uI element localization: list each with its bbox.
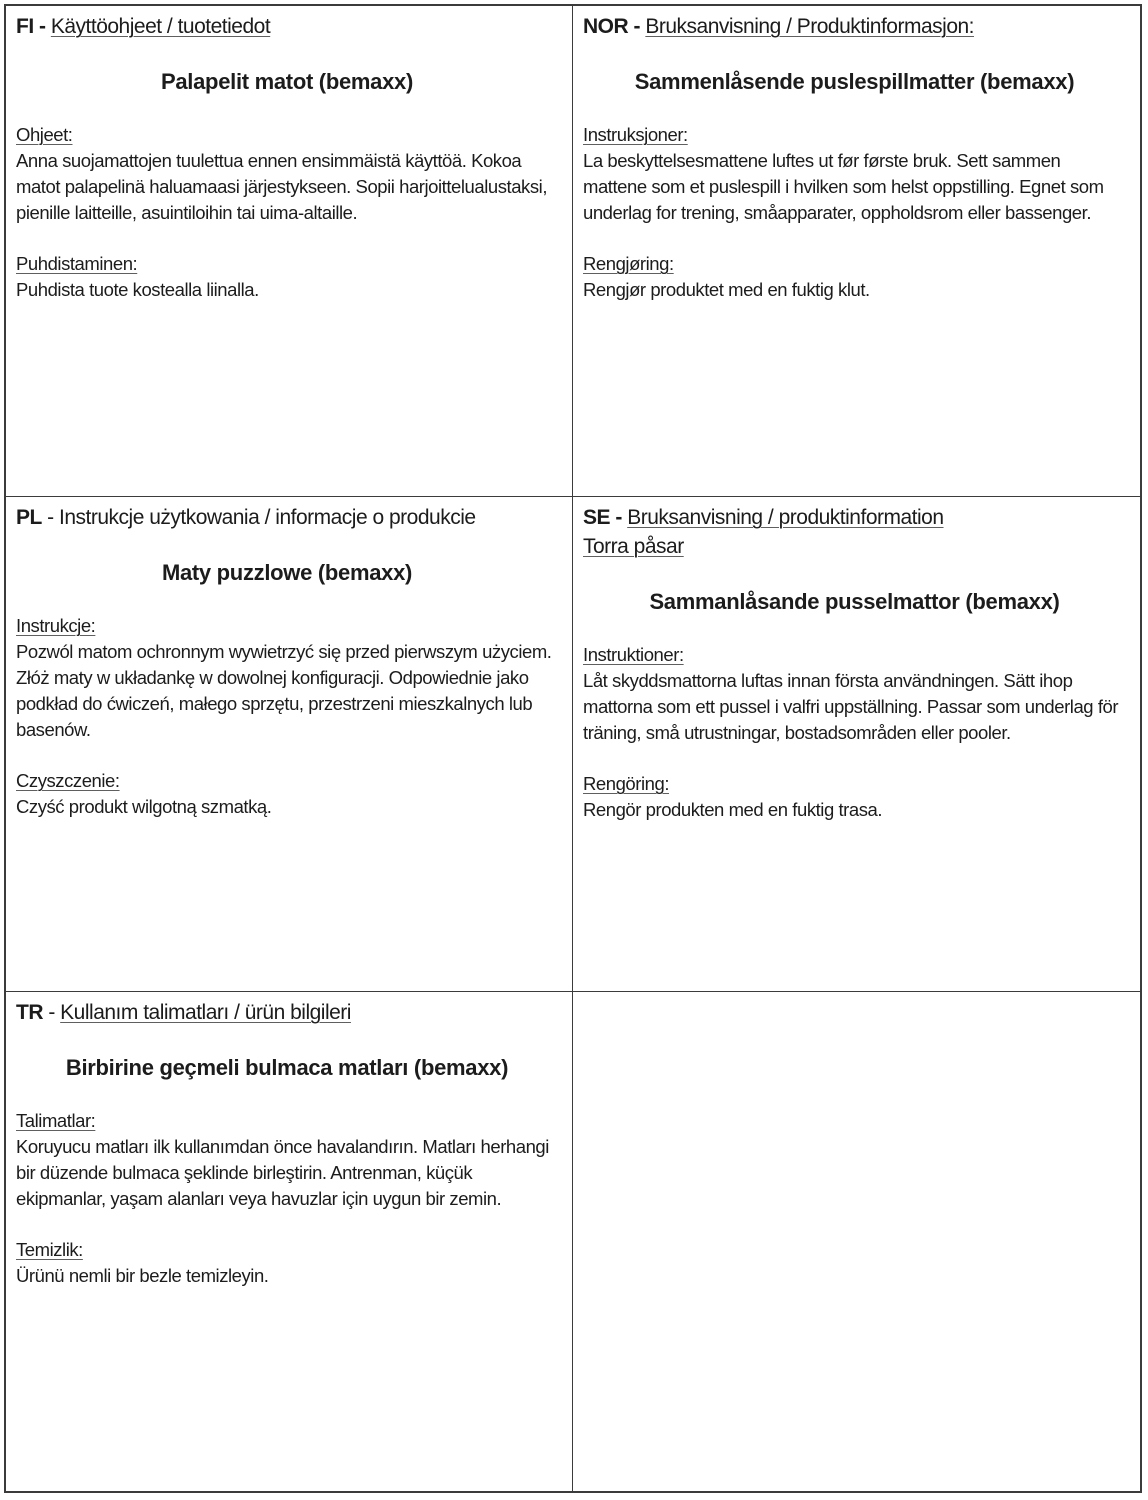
product-title: Sammanlåsande pusselmattor (bemaxx) xyxy=(649,589,1060,614)
section-label: Ohjeet: xyxy=(16,124,73,145)
section-cleaning xyxy=(16,1237,558,1289)
language-code: NOR - xyxy=(583,15,640,38)
section-label: Czyszczenie: xyxy=(16,770,120,791)
cell-fi xyxy=(6,6,573,497)
section-text: Anna suojamattojen tuulettua ennen ensimmäistä käyttöä. Kokoa matot palapelinä haluamaasi järjestykseen. Sopii harjoittelualustaksi, pienille laitteille, asuintiloihin tai uima-altaille. xyxy=(16,150,548,223)
section-instructions xyxy=(583,642,1126,746)
language-code: PL xyxy=(16,506,42,529)
section-instructions xyxy=(16,1108,558,1212)
cell-nor xyxy=(573,6,1140,497)
cell-header xyxy=(583,503,1126,532)
header-title: Bruksanvisning / produktinformation xyxy=(627,506,944,529)
section-label: Temizlik: xyxy=(16,1239,83,1260)
section-label: Rengjøring: xyxy=(583,253,674,274)
section-instructions xyxy=(16,122,558,226)
cell-header xyxy=(16,998,558,1027)
section-text: Czyść produkt wilgotną szmatką. xyxy=(16,796,272,817)
section-label: Instrukcje: xyxy=(16,615,96,636)
header-title: Bruksanvisning / Produktinformasjon: xyxy=(645,15,975,38)
section-text: Ürünü nemli bir bezle temizleyin. xyxy=(16,1265,269,1286)
header-title: Instrukcje użytkowania / informacje o produkcie xyxy=(59,506,476,529)
section-text: Puhdista tuote kostealla liinalla. xyxy=(16,279,259,300)
language-code: FI - xyxy=(16,15,46,38)
product-title: Maty puzzlowe (bemaxx) xyxy=(161,560,413,585)
header-separator: - xyxy=(43,1001,61,1024)
section-instructions xyxy=(583,122,1126,226)
cell-header xyxy=(583,12,1126,41)
cell-se xyxy=(573,497,1140,992)
instruction-table xyxy=(4,4,1142,1493)
section-cleaning xyxy=(16,768,558,820)
cell-pl xyxy=(6,497,573,992)
section-label: Talimatlar: xyxy=(16,1110,96,1131)
product-title: Birbirine geçmeli bulmaca matları (bemaxx) xyxy=(65,1055,509,1080)
section-label: Instruksjoner: xyxy=(583,124,688,145)
product-title: Palapelit matot (bemaxx) xyxy=(161,69,413,94)
section-label: Rengöring: xyxy=(583,773,670,794)
section-cleaning xyxy=(583,251,1126,303)
header-title: Kullanım talimatları / ürün bilgileri xyxy=(60,1001,351,1024)
header-title: Käyttöohjeet / tuotetiedot xyxy=(50,15,271,38)
section-text: Pozwól matom ochronnym wywietrzyć się przed pierwszym użyciem. Złóż maty w układankę w dowolnej konfiguracji. Odpowiednie jako podkład do ćwiczeń, małego sprzętu, przestrzeni mieszkalnych lub basenów. xyxy=(16,641,552,740)
section-text: Koruyucu matları ilk kullanımdan önce havalandırın. Matları herhangi bir düzende bulmaca şeklinde birleştirin. Antrenman, küçük ekipmanlar, yaşam alanları veya havuzlar için uygun bir zemin. xyxy=(16,1136,549,1209)
section-text: Rengör produkten med en fuktig trasa. xyxy=(583,799,883,820)
section-text: Rengjør produktet med en fuktig klut. xyxy=(583,279,870,300)
section-label: Instruktioner: xyxy=(583,644,684,665)
section-text: La beskyttelsesmattene luftes ut før første bruk. Sett sammen mattene som et puslespill i hvilken som helst oppstilling. Egnet som underlag for trening, småapparater, oppholdsrom eller bassenger. xyxy=(583,150,1104,223)
section-instructions xyxy=(16,613,558,743)
section-text: Låt skyddsmattorna luftas innan första användningen. Sätt ihop mattorna som ett pussel i valfri uppställning. Passar som underlag för träning, små utrustningar, bostadsområden eller pooler. xyxy=(583,670,1119,743)
product-title: Sammenlåsende puslespillmatter (bemaxx) xyxy=(634,69,1075,94)
section-cleaning xyxy=(583,771,1126,823)
language-code: TR xyxy=(16,1001,43,1024)
cell-tr xyxy=(6,992,573,1491)
cell-empty xyxy=(573,992,1140,1491)
section-cleaning xyxy=(16,251,558,303)
header-subtitle: Torra påsar xyxy=(583,535,684,558)
cell-header xyxy=(16,12,558,41)
cell-header xyxy=(16,503,558,532)
header-separator: - xyxy=(41,506,60,529)
language-code: SE - xyxy=(583,506,622,529)
section-label: Puhdistaminen: xyxy=(16,253,138,274)
